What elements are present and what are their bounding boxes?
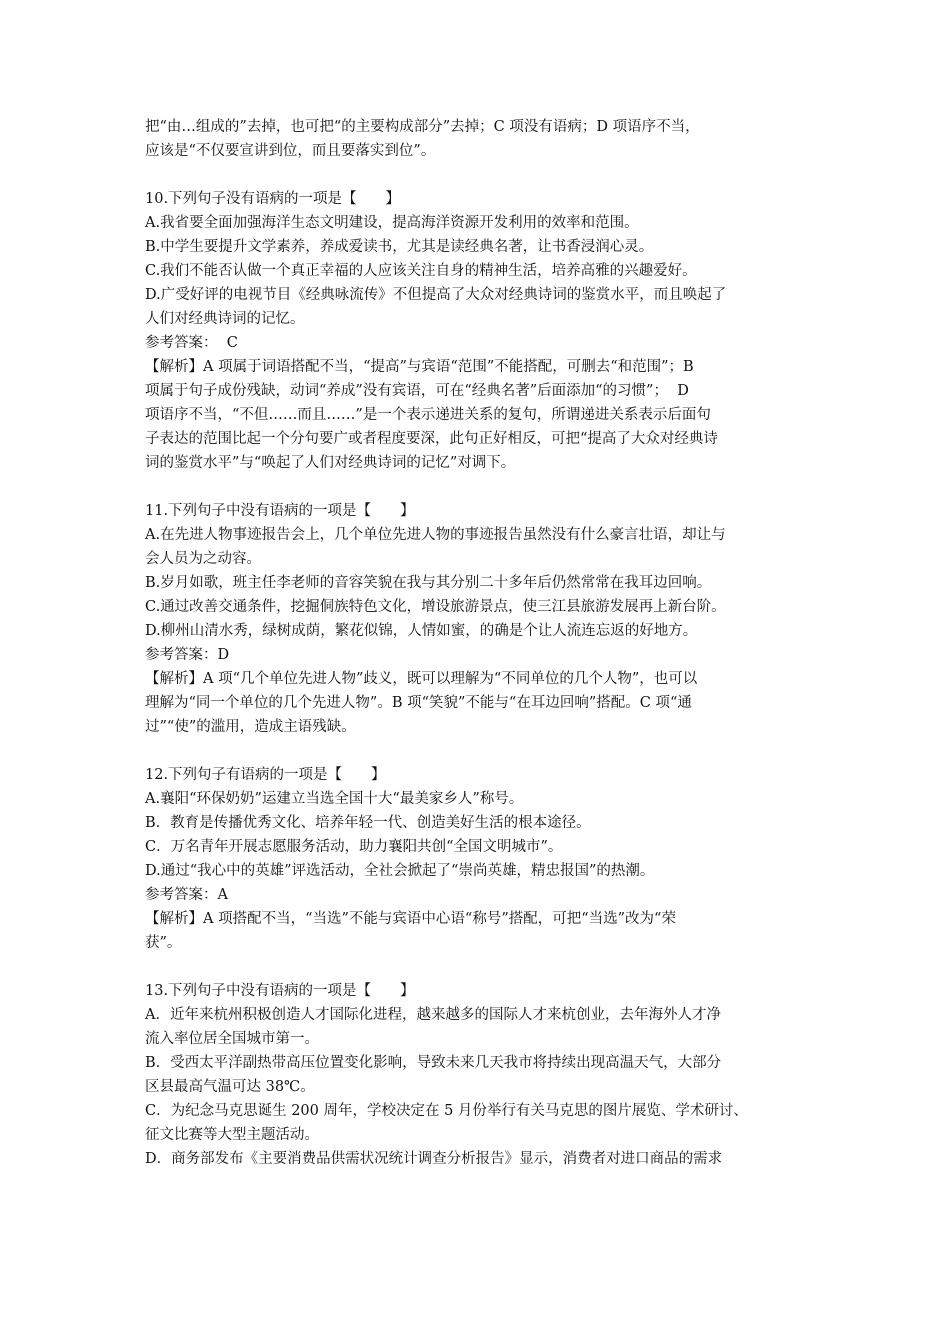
option-c: C．为纪念马克思诞生 200 周年，学校决定在 5 月份举行有关马克思的图片展览、学术研讨、 [145, 1103, 748, 1119]
question-title: 10.下列句子没有语病的一项是【 】 [145, 191, 401, 207]
option-a-cont: 流入率位居全国城市第一。 [145, 1031, 319, 1047]
option-d: D．商务部发布《主要消费品供需状况统计调查分析报告》显示，消费者对进口商品的需求 [145, 1151, 723, 1167]
option-a-cont: 会人员为之动容。 [145, 551, 261, 567]
question-10 [145, 187, 810, 475]
option-a: A.襄阳“环保奶奶”运建立当选全国十大“最美家乡人”称号。 [145, 791, 524, 807]
analysis-line: 子表达的范围比起一个分句要广或者程度要深，此句正好相反，可把“提高了大众对经典诗 [145, 431, 718, 447]
analysis-line: 项属于句子成份残缺，动词“养成”没有宾语，可在“经典名著”后面添加“的习惯”； D [145, 383, 689, 399]
option-b-cont: 区县最高气温可达 38℃。 [145, 1079, 315, 1095]
option-d-cont: 人们对经典诗词的记忆。 [145, 311, 305, 327]
question-title: 12.下列句子有语病的一项是【 】 [145, 767, 386, 783]
option-c: C.通过改善交通条件，挖掘侗族特色文化，增设旅游景点，使三江县旅游发展再上新台阶。 [145, 599, 726, 615]
intro-line: 把“由…组成的”去掉，也可把“的主要构成部分”去掉；C 项没有语病；D 项语序不当， [145, 119, 700, 135]
option-a: A.在先进人物事迹报告会上，几个单位先进人物的事迹报告虽然没有什么豪言壮语，却让与 [145, 527, 726, 543]
analysis-line: 【解析】A 项搭配不当，“当选”不能与宾语中心语“称号”搭配，可把“当选”改为“荣 [145, 911, 676, 927]
analysis-line: 过”“使”的滥用，造成主语残缺。 [145, 719, 356, 735]
paragraph-gap [145, 475, 810, 499]
question-12 [145, 763, 810, 955]
option-d: D.广受好评的电视节目《经典咏流传》不但提高了大众对经典诗词的鉴赏水平，而且唤起了 [145, 287, 727, 303]
option-a: A.我省要全面加强海洋生态文明建设，提高海洋资源开发利用的效率和范围。 [145, 215, 639, 231]
option-a: A．近年来杭州积极创造人才国际化进程，越来越多的国际人才来杭创业，去年海外人才净 [145, 1007, 721, 1023]
analysis-line: 【解析】A 项“几个单位先进人物”歧义，既可以理解为“不同单位的几个人物”，也可以 [145, 671, 698, 687]
option-b: B.中学生要提升文学素养，养成爱读书，尤其是读经典名著，让书香浸润心灵。 [145, 239, 654, 255]
option-c: C.我们不能否认做一个真正幸福的人应该关注自身的精神生活，培养高雅的兴趣爱好。 [145, 263, 697, 279]
question-13 [145, 979, 810, 1171]
paragraph-gap [145, 739, 810, 763]
intro-paragraph [145, 115, 810, 163]
analysis-line: 理解为“同一个单位的几个先进人物”。B 项“笑貌”不能与“在耳边回响”搭配。C 项“通 [145, 695, 692, 711]
question-11 [145, 499, 810, 739]
analysis-line: 获”。 [145, 935, 182, 951]
paragraph-gap [145, 955, 810, 979]
question-title: 13.下列句子中没有语病的一项是【 】 [145, 983, 415, 999]
option-c: C．万名青年开展志愿服务活动，助力襄阳共创“全国文明城市”。 [145, 839, 563, 855]
intro-line: 应该是“不仅要宣讲到位，而且要落实到位”。 [145, 143, 436, 159]
document-page [145, 115, 810, 1171]
analysis-line: 【解析】A 项属于词语搭配不当，“提高”与宾语“范围”不能搭配，可删去“和范围”；B [145, 359, 694, 375]
option-c-cont: 征文比赛等大型主题活动。 [145, 1127, 319, 1143]
answer: 参考答案：A [145, 887, 228, 903]
answer: 参考答案： C [145, 335, 238, 351]
option-b: B．受西太平洋副热带高压位置变化影响，导致未来几天我市将持续出现高温天气，大部分 [145, 1055, 722, 1071]
option-b: B.岁月如歌，班主任李老师的音容笑貌在我与其分别二十多年后仍然常常在我耳边回响。 [145, 575, 712, 591]
option-b: B．教育是传播优秀文化、培养年轻一代、创造美好生活的根本途径。 [145, 815, 591, 831]
analysis-line: 项语序不当，“不但……而且……”是一个表示递进关系的复句，所谓递进关系表示后面句 [145, 407, 711, 423]
question-title: 11.下列句子中没有语病的一项是【 】 [145, 503, 415, 519]
option-d: D.通过“我心中的英雄”评选活动，全社会掀起了“崇尚英雄，精忠报国”的热潮。 [145, 863, 655, 879]
option-d: D.柳州山清水秀，绿树成荫，繁花似锦，人情如蜜，的确是个让人流连忘返的好地方。 [145, 623, 698, 639]
paragraph-gap [145, 163, 810, 187]
answer: 参考答案：D [145, 647, 230, 663]
analysis-line: 词的鉴赏水平”与“唤起了人们对经典诗词的记忆”对调下。 [145, 455, 516, 471]
